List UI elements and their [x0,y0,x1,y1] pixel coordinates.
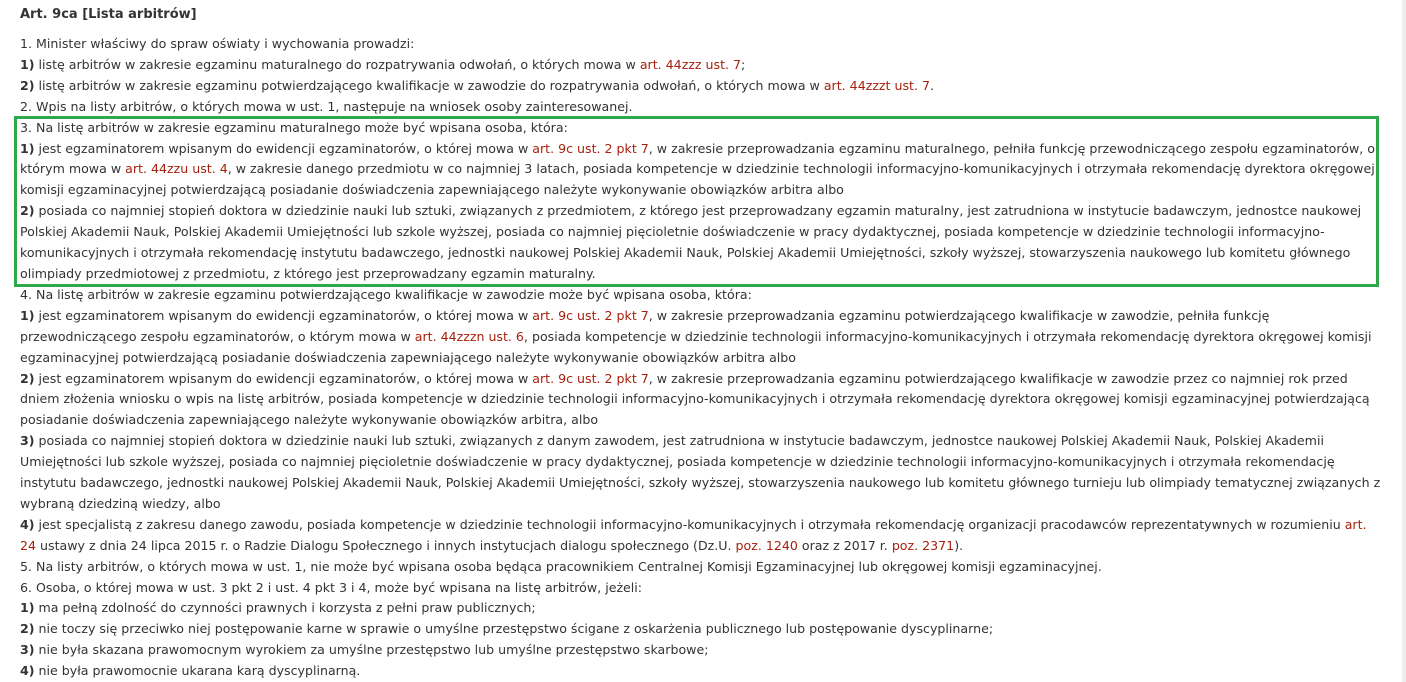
point-number: 4) [20,516,35,532]
list-point [20,619,1382,640]
point-number: 1) [20,56,35,72]
text-segment: , w zakresie danego przedmiotu w co najmniej 3 latach, posiada kompetencje w dziedzinie technologii informacyjno-komunikacyjnych i otrzymała rekomendację dyrektora okręgowej komisji egzaminacyjnej potwierdzającą posiadanie doświadczenia zapewniającego należyte wykonywanie obowiązków arbitra albo [20,161,1375,198]
point-number: 2) [20,370,35,386]
text-segment: ma pełną zdolność do czynności prawnych i korzysta z pełni praw publicznych; [34,600,536,616]
text-segment: nie toczy się przeciwko niej postępowanie karne w sprawie o umyślne przestępstwo ścigane z oskarżenia publicznego lub postępowanie dyscyplinarne; [34,621,994,637]
text-segment: nie była skazana prawomocnym wyrokiem za umyślne przestępstwo lub umyślne przestępstwo skarbowe; [34,642,709,658]
paragraph [20,97,1382,118]
text-segment: , w zakresie przeprowadzania egzaminu maturalnego, pełniła funkcję przewodniczącego zespołu egzaminatorów, o którym mowa w [20,140,1375,177]
legal-reference-link[interactable]: art. 24 [20,516,1367,553]
legal-reference-link[interactable]: art. 9c ust. 2 pkt 7 [532,140,649,156]
text-segment: 6. Osoba, o której mowa w ust. 3 pkt 2 i ust. 4 pkt 3 i 4, może być wpisana na listę arbitrów, jeżeli: [20,579,643,595]
list-point [20,431,1382,515]
article-title: Art. 9ca [Lista arbitrów] [20,7,197,22]
list-point [20,661,1382,682]
legal-reference-link[interactable]: art. 9c ust. 2 pkt 7 [532,307,649,323]
text-segment: , w zakresie przeprowadzania egzaminu potwierdzającego kwalifikacje w zawodzie przez co najmniej rok przed dniem złożenia wniosku o wpis na listę arbitrów, posiada kompetencje w dziedzinie technologii informacyjno-komunikacyjnych i otrzymała rekomendację dyrektora okręgowej komisji egzaminacyjnej potwierdzającą posiadanie doświadczenia zapewniającego należyte wykonywanie obowiązków arbitra, albo [20,370,1370,428]
legal-reference-link[interactable]: art. 9c ust. 2 pkt 7 [532,370,649,386]
text-segment: posiada co najmniej stopień doktora w dziedzinie nauki lub sztuki, związanych z przedmiotem, z którego jest przeprowadzany egzamin maturalny, jest zatrudniona w instytucie badawczym, jednostce naukowej Polskiej Akademii Nauk, Polskiej Akademii Umiejętności lub szkole wyższej, posiada co najmniej pięcioletnie doświadczenie w pracy dydaktycznej, posiada kompetencje w dziedzinie technologii informacyjno-komunikacyjnych i otrzymała rekomendację instytutu badawczego, jednostki naukowej Polskiej Akademii Nauk, Polskiej Akademii Umiejętności, szkoły wyższej, stowarzyszenia naukowego lub komitetu głównego olimpiady przedmiotowej z przedmiotu, z którego jest przeprowadzany egzamin maturalny. [20,203,1362,281]
text-segment: . [929,77,934,93]
paragraph [20,578,1382,599]
text-segment: posiada co najmniej stopień doktora w dziedzinie nauki lub sztuki, związanych z danym zawodem, jest zatrudniona w instytucie badawczym, jednostce naukowej Polskiej Akademii Nauk, Polskiej Akademii Umiejętności lub szkole wyższej, posiada co najmniej pięcioletnie doświadczenie w pracy dydaktycznej, posiada kompetencje w dziedzinie technologii informacyjno-komunikacyjnych i otrzymała rekomendację instytutu badawczego, jednostki naukowej Polskiej Akademii Nauk, Polskiej Akademii Umiejętności, szkoły wyższej, stowarzyszenia naukowego lub komitetu głównego turnieju lub olimpiady tematycznej związanych z wybraną dziedziną wiedzy, albo [20,433,1381,511]
point-number: 2) [20,77,35,93]
legal-reference-link[interactable]: poz. 2371 [891,537,955,553]
text-segment: listę arbitrów w zakresie egzaminu potwierdzającego kwalifikacje w zawodzie do rozpatrywania odwołań, o których mowa w [34,77,824,93]
text-segment: 4. Na listę arbitrów w zakresie egzaminu potwierdzającego kwalifikacje w zawodzie może być wpisana osoba, która: [20,286,752,302]
point-number: 1) [20,140,35,156]
list-point [20,55,1382,76]
list-point [20,201,1382,285]
text-segment: jest egzaminatorem wpisanym do ewidencji egzaminatorów, o której mowa w [34,307,533,323]
article-content [20,5,1382,682]
legal-reference-link[interactable]: art. 44zzzt ust. 7 [823,77,930,93]
paragraph [20,285,1382,306]
text-segment: oraz z 2017 r. [797,537,892,553]
legal-reference-link[interactable]: art. 44zzu ust. 4 [125,161,228,177]
list-point [20,139,1382,202]
list-point [20,369,1382,432]
point-number: 1) [20,600,35,616]
text-segment: listę arbitrów w zakresie egzaminu maturalnego do rozpatrywania odwołań, o których mowa w [34,56,640,72]
point-number: 1) [20,307,35,323]
text-segment: ; [741,56,746,72]
text-segment: nie była prawomocnie ukarana karą dyscyplinarną. [34,663,361,679]
text-segment: , w zakresie przeprowadzania egzaminu potwierdzającego kwalifikacje w zawodzie, pełniła funkcję przewodniczącego zespołu egzaminatorów, o którym mowa w [20,307,1270,344]
legal-reference-link[interactable]: art. 44zzzn ust. 6 [414,328,524,344]
list-point [20,640,1382,661]
point-number: 3) [20,642,35,658]
list-point [20,306,1382,369]
paragraph [20,118,1382,139]
paragraph [20,557,1382,578]
legal-reference-link[interactable]: art. 44zzz ust. 7 [639,56,742,72]
article-paragraphs [20,34,1382,682]
point-number: 2) [20,621,35,637]
text-segment: 3. Na listę arbitrów w zakresie egzaminu maturalnego może być wpisana osoba, która: [20,119,568,135]
list-point [20,76,1382,97]
list-point [20,515,1382,557]
text-segment: jest egzaminatorem wpisanym do ewidencji egzaminatorów, o której mowa w [34,140,533,156]
list-point [20,598,1382,619]
text-segment: jest specjalistą z zakresu danego zawodu, posiada kompetencje w dziedzinie technologii informacyjno-komunikacyjnych i otrzymała rekomendację organizacji pracodawców reprezentatywnych w rozumieniu [34,516,1345,532]
text-segment: 1. Minister właściwy do spraw oświaty i wychowania prowadzi: [20,36,415,51]
scrollbar-track[interactable] [1402,0,1406,682]
text-segment: jest egzaminatorem wpisanym do ewidencji egzaminatorów, o której mowa w [34,370,533,386]
point-number: 4) [20,663,35,679]
text-segment: 2. Wpis na listy arbitrów, o których mowa w ust. 1, następuje na wniosek osoby zainteresowanej. [20,98,633,114]
paragraph [20,34,1382,55]
text-segment: 5. Na listy arbitrów, o których mowa w ust. 1, nie może być wpisana osoba będąca pracownikiem Centralnej Komisji Egzaminacyjnej lub okręgowej komisji egzaminacyjnej. [20,558,1102,574]
text-segment: ). [954,537,964,553]
point-number: 2) [20,203,35,219]
point-number: 3) [20,433,35,449]
text-segment: , posiada kompetencje w dziedzinie technologii informacyjno-komunikacyjnych i otrzymała rekomendację dyrektora okręgowej komisji egzaminacyjnej potwierdzającą posiadanie doświadczenia zapewniającego należyte wykonywanie obowiązków arbitra albo [20,328,1372,365]
text-segment: ustawy z dnia 24 lipca 2015 r. o Radzie Dialogu Społecznego i innych instytucjach dialogu społecznego (Dz.U. [36,537,736,553]
legal-reference-link[interactable]: poz. 1240 [735,537,798,553]
